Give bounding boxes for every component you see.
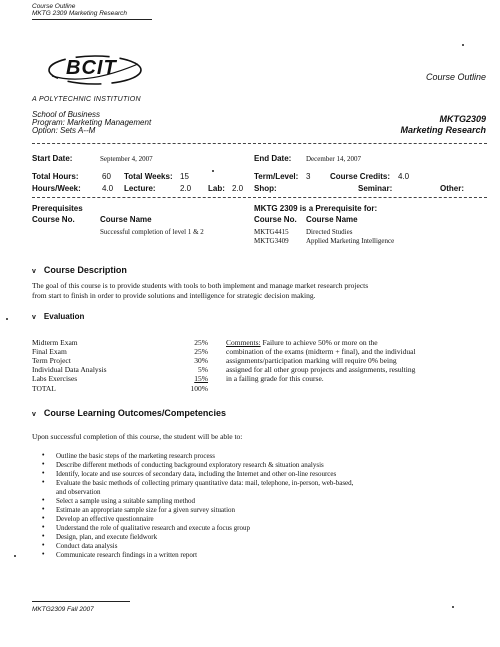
hours-week-value: 4.0	[102, 184, 114, 193]
start-date-value: September 4, 2007	[100, 155, 153, 163]
bullet-icon: •	[42, 524, 45, 531]
total-weeks-label: Total Weeks:	[124, 172, 173, 181]
scan-speck	[212, 170, 214, 172]
evaluation-heading: Evaluation	[43, 312, 85, 321]
total-hours-label: Total Hours:	[32, 172, 79, 181]
bullet-icon: •	[42, 533, 45, 540]
end-date-value: December 14, 2007	[306, 155, 362, 163]
lab-value: 2.0	[232, 184, 244, 193]
description-line-1: The goal of this course is to provide students with tools to both implement and manage market research projects	[32, 281, 369, 290]
chevron-down-icon: v	[32, 411, 36, 418]
doc-type-label: Course Outline	[425, 72, 486, 82]
eval-item: Final Exam	[32, 347, 67, 356]
bcit-logo	[46, 52, 144, 88]
outcomes-intro: Upon successful completion of this course, the student will be able to:	[32, 432, 243, 441]
footer-text: MKTG2309 Fall 2007	[32, 606, 94, 613]
shop-label: Shop:	[254, 184, 277, 193]
hours-week-label: Hours/Week:	[32, 184, 81, 193]
prereq-col-name: Course Name	[100, 215, 152, 224]
bullet-icon: •	[42, 452, 45, 459]
eval-item: Labs Exercises	[32, 374, 78, 383]
bullet-icon: •	[42, 542, 45, 549]
prereq-for-no-1: MKTG4415	[254, 228, 289, 236]
bullet-icon: •	[42, 470, 45, 477]
evaluation-section-header	[32, 312, 84, 321]
eval-pct: 5%	[198, 365, 208, 374]
prereq-col-no: Course No.	[32, 215, 75, 224]
comments-line: assigned for all other group projects and assignments, resulting	[226, 365, 416, 374]
list-item: Understand the role of qualitative research and execute a focus group	[56, 524, 250, 532]
footer-rule	[32, 601, 130, 602]
bullet-icon: •	[42, 551, 45, 558]
list-item: Estimate an appropriate sample size for a given survey situation	[56, 506, 236, 514]
outcomes-heading: Course Learning Outcomes/Competencies	[43, 408, 226, 418]
scan-speck	[6, 318, 8, 320]
prereq-for-no-2: MKTG3409	[254, 237, 289, 245]
bullet-icon: •	[42, 515, 45, 522]
term-level-value: 3	[306, 172, 311, 181]
lecture-label: Lecture:	[124, 184, 156, 193]
scan-speck	[462, 44, 464, 46]
prereq-for-heading: MKTG 2309 is a Prerequisite for:	[254, 204, 378, 213]
other-label: Other:	[440, 184, 464, 193]
course-code: MKTG2309	[439, 114, 486, 124]
eval-item: Term Project	[32, 356, 71, 365]
comments-line: assignments/participation marking will require 0% being	[226, 356, 397, 365]
bullet-icon: •	[42, 479, 45, 486]
header-rule	[32, 19, 152, 20]
chevron-down-icon: v	[32, 268, 36, 275]
prereq-row: Successful completion of level 1 & 2	[100, 228, 204, 236]
running-header-course: MKTG 2309 Marketing Research	[32, 10, 128, 17]
lab-label: Lab:	[208, 184, 225, 193]
scan-speck	[452, 606, 454, 608]
course-credits-value: 4.0	[398, 172, 410, 181]
prerequisites-heading: Prerequisites	[32, 204, 83, 213]
bullet-icon: •	[42, 497, 45, 504]
lecture-value: 2.0	[180, 184, 192, 193]
divider-mid	[32, 197, 487, 198]
description-line-2: from start to finish in order to provide solutions and intelligence for strategic decision making.	[32, 291, 316, 300]
eval-pct: 30%	[194, 356, 208, 365]
bullet-icon: •	[42, 506, 45, 513]
list-item: Design, plan, and execute fieldwork	[56, 533, 158, 541]
program-name: Program: Marketing Management	[32, 118, 152, 127]
divider-top	[32, 143, 487, 144]
prereq-for-name-1: Directed Studies	[306, 228, 353, 236]
list-item: Describe different methods of conducting background exploratory research & situation analysis	[56, 461, 324, 469]
comments-line: combination of the exams (midterm + final), and the individual	[226, 347, 416, 356]
comments-line: in a failing grade for this course.	[226, 374, 324, 383]
eval-total-pct: 100%	[190, 384, 208, 393]
running-header-title: Course Outline	[32, 3, 76, 10]
term-level-label: Term/Level:	[254, 172, 299, 181]
list-item: Evaluate the basic methods of collecting primary quantitative data: mail, telephone, in-person, web-based,	[56, 479, 354, 487]
eval-pct: 15%	[194, 374, 208, 383]
eval-item: Midterm Exam	[32, 338, 78, 347]
eval-item: Individual Data Analysis	[32, 365, 107, 374]
eval-pct: 25%	[194, 347, 208, 356]
bullet-icon: •	[42, 461, 45, 468]
logo-tagline: A POLYTECHNIC INSTITUTION	[32, 96, 141, 103]
list-item: Select a sample using a suitable sampling method	[56, 497, 195, 505]
eval-pct: 25%	[194, 338, 208, 347]
list-item: Outline the basic steps of the marketing research process	[56, 452, 216, 460]
comments-line: Failure to achieve 50% or more on the	[262, 338, 378, 347]
start-date-label: Start Date:	[32, 154, 73, 163]
total-weeks-value: 15	[180, 172, 189, 181]
eval-total-label: TOTAL	[32, 384, 56, 393]
outcomes-section-header	[32, 408, 226, 418]
description-section-header	[32, 265, 127, 275]
total-hours-value: 60	[102, 172, 111, 181]
list-item: Develop an effective questionnaire	[56, 515, 154, 523]
option-name: Option: Sets A--M	[32, 126, 96, 135]
prereq-for-name-2: Applied Marketing Intelligence	[306, 237, 395, 245]
course-credits-label: Course Credits:	[330, 172, 391, 181]
prereq-for-col-name: Course Name	[306, 215, 358, 224]
list-item-continued: and observation	[56, 488, 101, 496]
course-title: Marketing Research	[400, 125, 486, 135]
list-item: Conduct data analysis	[56, 542, 118, 550]
list-item: Communicate research findings in a written report	[56, 551, 198, 559]
description-heading: Course Description	[43, 265, 127, 275]
prereq-for-col-no: Course No.	[254, 215, 297, 224]
school-name: School of Business	[32, 110, 101, 119]
logo-wordmark: BCIT	[66, 57, 117, 79]
end-date-label: End Date:	[254, 154, 292, 163]
chevron-down-icon: v	[32, 314, 36, 321]
scan-speck	[14, 555, 16, 557]
comments-label: Comments:	[226, 338, 261, 347]
list-item: Identify, locate and use sources of secondary data, including the Internet and other on-line resources	[56, 470, 337, 478]
seminar-label: Seminar:	[358, 184, 393, 193]
